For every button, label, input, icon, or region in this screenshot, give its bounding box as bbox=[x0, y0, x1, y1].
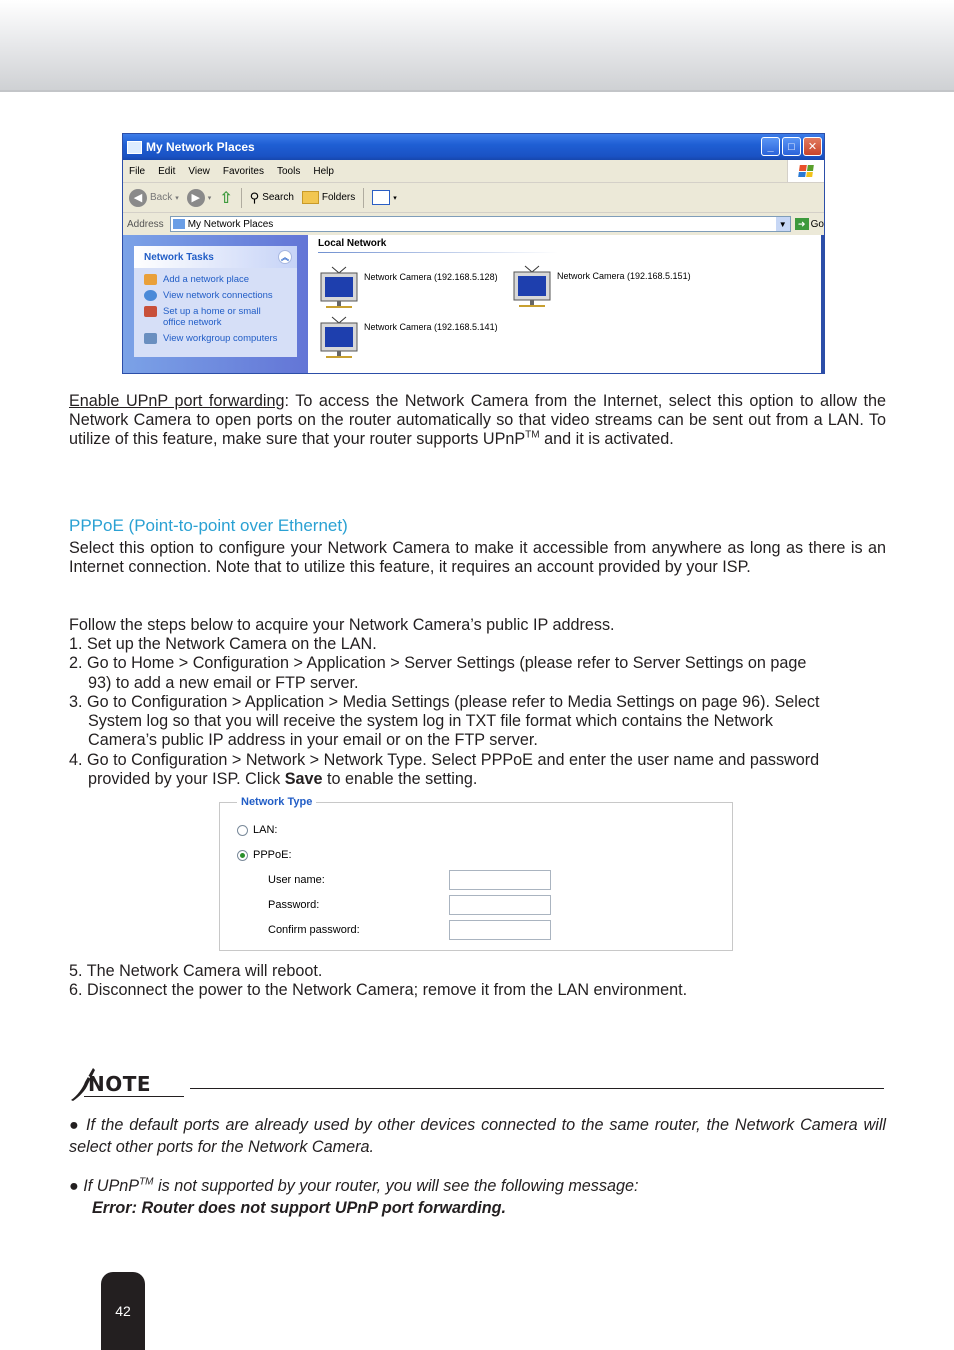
network-camera-icon bbox=[318, 315, 360, 359]
menu-help[interactable]: Help bbox=[313, 165, 334, 177]
page-number-tab bbox=[101, 1272, 145, 1350]
address-bar bbox=[123, 213, 824, 236]
maximize-button[interactable]: □ bbox=[782, 137, 801, 156]
views-icon bbox=[372, 190, 390, 205]
folders-button[interactable]: Folders bbox=[302, 191, 355, 204]
workgroup-icon bbox=[144, 333, 157, 344]
menu-bar bbox=[123, 160, 824, 183]
task-add-network-place[interactable]: Add a network place bbox=[144, 274, 291, 285]
address-input[interactable]: My Network Places ▼ bbox=[170, 216, 791, 232]
back-arrow-icon: ◀ bbox=[129, 189, 147, 207]
search-button[interactable]: ⚲ Search bbox=[249, 189, 294, 205]
note-title: NOTE bbox=[88, 1072, 152, 1096]
up-folder-icon[interactable]: ⇧ bbox=[219, 189, 233, 207]
toolbar bbox=[123, 183, 824, 213]
views-button[interactable]: ▾ bbox=[372, 190, 397, 205]
page-header-band bbox=[0, 0, 954, 92]
step-2-cont: 93) to add a new email or FTP server. bbox=[88, 674, 359, 692]
go-arrow-icon: ➜ bbox=[795, 218, 809, 230]
network-tasks-panel bbox=[134, 246, 297, 357]
forward-button[interactable]: ▶ ▾ bbox=[187, 189, 212, 207]
step-4: 4. Go to Configuration > Network > Network Type. Select PPPoE and enter the user name and password bbox=[69, 751, 820, 769]
note-logo bbox=[69, 1066, 187, 1102]
password-label: Password: bbox=[268, 899, 320, 911]
home-network-icon bbox=[144, 306, 157, 317]
network-tasks-header[interactable]: Network Tasks ︽ bbox=[134, 246, 297, 268]
window-title-bar bbox=[123, 134, 824, 160]
step-4-cont: provided by your ISP. Click Save to enable the setting. bbox=[88, 770, 478, 788]
forward-arrow-icon: ▶ bbox=[187, 189, 205, 207]
camera-item[interactable]: Network Camera (192.168.5.141) bbox=[318, 315, 498, 359]
menu-edit[interactable]: Edit bbox=[158, 165, 176, 177]
camera-item[interactable]: Network Camera (192.168.5.128) bbox=[318, 265, 498, 309]
menu-favorites[interactable]: Favorites bbox=[222, 165, 264, 177]
network-type-panel bbox=[219, 796, 733, 951]
camera-item[interactable]: Network Camera (192.168.5.151) bbox=[511, 264, 691, 308]
pppoe-follow-text: Follow the steps below to acquire your Network Camera’s public IP address. bbox=[69, 616, 615, 634]
step-5: 5. The Network Camera will reboot. bbox=[69, 962, 323, 980]
network-camera-icon bbox=[511, 264, 553, 308]
pppoe-label: PPPoE: bbox=[253, 849, 292, 861]
note-bullet-1: ● If the default ports are already used by other devices connected to the same router, the Network Camera will select other ports for the Network Camera. bbox=[69, 1116, 887, 1156]
windows-logo-icon bbox=[787, 160, 824, 182]
note-divider bbox=[190, 1088, 884, 1089]
folder-icon bbox=[302, 191, 319, 204]
search-icon: ⚲ bbox=[249, 189, 260, 205]
step-3-cont: Camera’s public IP address in your email or on the FTP server. bbox=[88, 731, 538, 749]
go-button[interactable]: ➜ Go bbox=[795, 218, 824, 230]
menu-tools[interactable]: Tools bbox=[276, 165, 301, 177]
step-3: 3. Go to Configuration > Application > Media Settings (please refer to Media Settings on page 96). Select bbox=[69, 693, 820, 711]
lan-label: LAN: bbox=[253, 824, 278, 836]
step-6: 6. Disconnect the power to the Network Camera; remove it from the LAN environment. bbox=[69, 981, 688, 999]
network-places-small-icon bbox=[173, 219, 185, 229]
task-view-workgroup[interactable]: View workgroup computers bbox=[144, 333, 291, 344]
address-label: Address bbox=[127, 218, 164, 230]
add-place-icon bbox=[144, 274, 157, 285]
minimize-button[interactable]: _ bbox=[761, 137, 780, 156]
my-network-places-window bbox=[122, 133, 825, 374]
connections-icon bbox=[144, 290, 157, 301]
save-keyword: Save bbox=[284, 770, 323, 788]
task-setup-home-network[interactable]: Set up a home or small office network bbox=[144, 306, 291, 328]
window-title: My Network Places bbox=[146, 140, 255, 154]
address-dropdown-icon[interactable]: ▼ bbox=[776, 217, 790, 231]
pppoe-heading: PPPoE (Point-to-point over Ethernet) bbox=[69, 516, 348, 535]
user-name-label: User name: bbox=[268, 874, 325, 886]
note-bullet-2: ● If UPnP™ is not supported by your router, you will see the following message: bbox=[69, 1176, 639, 1195]
collapse-chevron-icon[interactable]: ︽ bbox=[278, 250, 292, 264]
upnp-paragraph: Enable UPnP port forwarding: To access the Network Camera from the Internet, select this option to allow the Network Camera to open ports on the router automatically so that video streams can be sent out from a LAN. To utilize of this feature, make sure that your router supports UPnP™ and it is activated. bbox=[69, 392, 886, 449]
local-network-heading: Local Network bbox=[318, 238, 387, 249]
task-pane bbox=[123, 235, 308, 373]
pppoe-intro: Select this option to configure your Network Camera to make it accessible from anywhere as long as there is an Internet connection. Note that to utilize this feature, it requires an account provided by your ISP. bbox=[69, 539, 886, 577]
upnp-label: Enable UPnP port forwarding bbox=[69, 392, 285, 410]
step-2: 2. Go to Home > Configuration > Application > Server Settings (please refer to Server Settings on page bbox=[69, 654, 807, 672]
task-view-network-connections[interactable]: View network connections bbox=[144, 290, 291, 301]
page-number: 42 bbox=[115, 1303, 131, 1319]
network-camera-icon bbox=[318, 265, 360, 309]
network-type-legend: Network Type bbox=[237, 796, 316, 808]
step-3-cont: System log so that you will receive the system log in TXT file format which contains the Network bbox=[88, 712, 773, 730]
upnp-error-message: Error: Router does not support UPnP port forwarding. bbox=[92, 1199, 506, 1217]
step-1: 1. Set up the Network Camera on the LAN. bbox=[69, 635, 377, 653]
close-button[interactable]: ✕ bbox=[803, 137, 822, 156]
user-name-input[interactable] bbox=[449, 870, 551, 890]
pppoe-radio[interactable] bbox=[237, 850, 248, 861]
password-input[interactable] bbox=[449, 895, 551, 915]
folder-content bbox=[308, 235, 824, 373]
back-button[interactable]: ◀ Back ▾ bbox=[129, 189, 179, 207]
lan-radio[interactable] bbox=[237, 825, 248, 836]
menu-view[interactable]: View bbox=[188, 165, 210, 177]
confirm-password-input[interactable] bbox=[449, 920, 551, 940]
network-places-icon bbox=[127, 141, 142, 154]
menu-file[interactable]: File bbox=[129, 165, 146, 177]
confirm-password-label: Confirm password: bbox=[268, 924, 360, 936]
